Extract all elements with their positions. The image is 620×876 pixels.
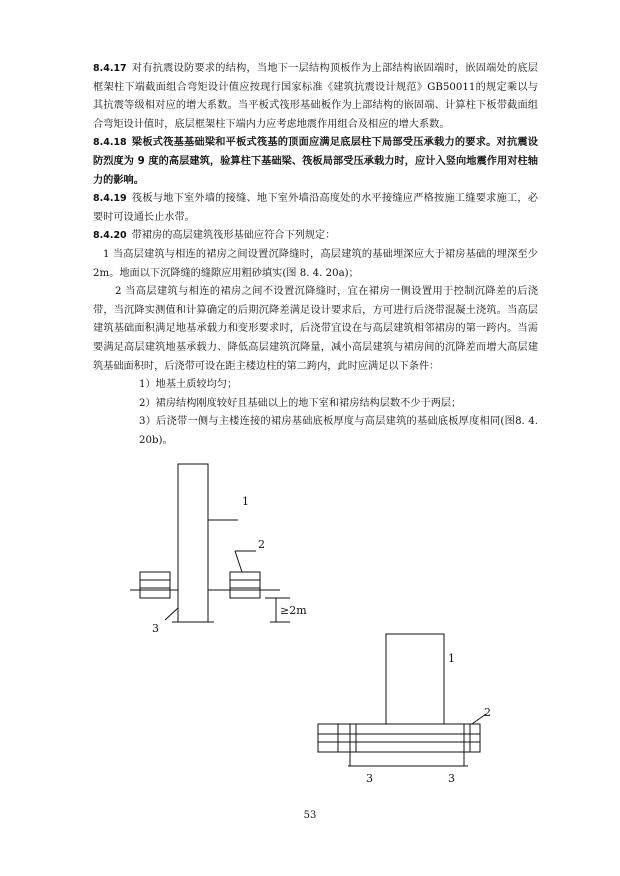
fig-a-dimension: ≥2m: [280, 604, 307, 617]
sub-item-3: 3）后浇带一侧与主楼连接的裙房基础底板厚度与高层建筑的基础底板厚度相同(图8. 4. 20b)。: [139, 416, 538, 446]
figure-8-4-20b: [318, 634, 486, 766]
clause-number: 8.4.18: [93, 137, 127, 149]
foundation-slab: [318, 724, 480, 752]
clause-text: 筏板与地下室外墙的接缝、地下室外墙沿高度处的水平接缝应严格按施工缝要求施工，必要时可设通长止水带。: [93, 193, 538, 223]
item-2: 2 当高层建筑与相连的裙房之间不设置沉降缝时，宜在裙房一侧设置用于控制沉降差的后浇带，当沉降实测值和计算确定的后期沉降差满足设计要求后，方可进行后浇带混凝土浇筑。当高层建筑基础面积满足地基承载力和变形要求时，后浇带宜设在与高层建筑相邻裙房的第一跨内。当需要满足高层建筑地基承载力、降低高层建筑沉降量，减小高层建筑与裙房间的沉降差而增大高层建筑基础面积时，后浇带可设在距主楼边柱的第二跨内，此时应满足以下条件：: [93, 286, 538, 372]
high-rise-building: [178, 464, 208, 622]
podium-left: [140, 572, 170, 598]
clause-number: 8.4.17: [93, 63, 127, 74]
fig-a-label-1: 1: [242, 495, 249, 508]
fig-b-label-3-left: 3: [366, 772, 373, 785]
clause-text: 梁板式筏基基础梁和平板式筏基的顶面应满足底层柱下局部受压承载力的要求。对抗震设防烈度为 9 度的高层建筑，验算柱下基础梁、筏板局部受压承载力时，应计入竖向地震作用对柱轴力的影响。: [93, 137, 538, 186]
fig-b-label-1: 1: [448, 652, 455, 665]
clause-number: 8.4.19: [93, 193, 127, 205]
figure-8-4-20a: [130, 464, 290, 622]
fig-a-label-2: 2: [258, 538, 265, 551]
item-1: 1 当高层建筑与相连的裙房之间设置沉降缝时，高层建筑的基础埋深应大于裙房基础的埋深至少 2m。地面以下沉降缝的缝隙应用粗砂填实(图 8. 4. 20a)；: [93, 248, 538, 279]
leader-3: [165, 608, 178, 620]
fig-b-label-3-right: 3: [448, 772, 455, 785]
clause-text: 对有抗震设防要求的结构，当地下一层结构顶板作为上部结构嵌固端时，嵌固端处的底层框架柱下端截面组合弯矩设计值应按现行国家标准《建筑抗震设计规范》GB50011的规定乘以与其抗震等级相对应的增大系数。当平板式筏形基础板作为上部结构的嵌固端、计算柱下板带截面组合弯矩设计值时，底层框架柱下端内力应考虑地震作用组合及相应的增大系数。: [93, 63, 538, 130]
high-rise-building: [386, 634, 444, 724]
clause-text: 带裙房的高层建筑筏形基础应符合下列规定：: [131, 230, 336, 242]
fig-a-label-3: 3: [152, 622, 159, 635]
leader-2b: [235, 551, 242, 572]
fig-b-label-2: 2: [484, 706, 491, 719]
sub-item-1: 1）地基土质较均匀；: [139, 379, 238, 391]
page-number: 53: [303, 810, 317, 821]
sub-item-2: 2）裙房结构刚度较好且基础以上的地下室和裙房结构层数不少于两层；: [139, 397, 462, 409]
clause-number: 8.4.20: [93, 230, 127, 242]
podium-right: [230, 572, 260, 598]
